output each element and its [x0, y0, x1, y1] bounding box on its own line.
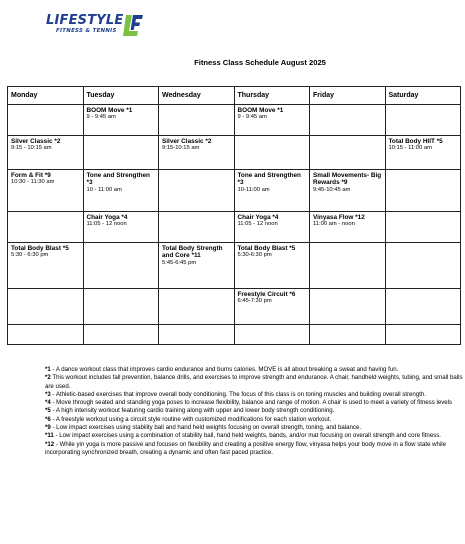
- class-name: BOOM Move *1: [237, 107, 284, 114]
- schedule-cell: [385, 105, 461, 136]
- note-text: - A dance workout class that improves cardio endurance and burns calories. MOVE is all about breaking a sweat and having fun.: [50, 366, 399, 373]
- note-ref: *12: [45, 440, 55, 448]
- schedule-cell: [234, 289, 310, 325]
- schedule-cell: [234, 212, 310, 243]
- schedule-cell: [310, 105, 386, 136]
- schedule-cell: [8, 243, 84, 289]
- logo-lf-icon: [123, 14, 143, 38]
- schedule-table: [7, 86, 461, 345]
- class-name: Chair Yoga *4: [86, 214, 128, 221]
- schedule-cell: [83, 136, 159, 170]
- schedule-cell: [159, 325, 235, 345]
- note-text: This workout includes fall prevention, balance drills, and exercises to improve strength and endurance. A chair, handheld weights, tubing, and small balls are used.: [45, 374, 463, 390]
- note-item: [45, 416, 463, 424]
- day-header-saturday: Saturday: [385, 87, 461, 105]
- schedule-cell: [83, 325, 159, 345]
- class-time: 5:30 - 6:30 pm: [11, 252, 49, 259]
- logo-wordmark: LIFESTYLE: [46, 13, 124, 28]
- schedule-cell: [83, 243, 159, 289]
- schedule-cell: [159, 289, 235, 325]
- note-item: [45, 424, 463, 432]
- note-item: [45, 399, 463, 407]
- class-time: 10-11:00 am: [237, 186, 270, 193]
- class-notes: [45, 366, 463, 457]
- schedule-row: [8, 105, 461, 136]
- schedule-cell: [385, 212, 461, 243]
- note-item: [45, 441, 463, 458]
- class-time: 11:00 am - noon: [313, 221, 355, 228]
- schedule-cell: [83, 105, 159, 136]
- schedule-cell: [159, 212, 235, 243]
- schedule-cell: [310, 289, 386, 325]
- class-name: Freestyle Circuit *6: [237, 291, 296, 298]
- class-name: Vinyasa Flow *12: [313, 214, 365, 221]
- class-name: Total Body Blast *5: [237, 245, 296, 252]
- schedule-header-row: [8, 87, 461, 105]
- note-ref: *2: [45, 374, 51, 382]
- schedule-cell: [310, 170, 386, 212]
- class-time: 6:45-7:30 pm: [237, 298, 272, 305]
- note-ref: *11: [45, 432, 54, 440]
- note-text: - A freestyle workout using a circuit style routine with customized modifications for each station workout.: [50, 415, 332, 423]
- schedule-cell: [234, 105, 310, 136]
- schedule-cell: [8, 325, 84, 345]
- class-name: Total Body HIIT *5: [388, 138, 443, 145]
- schedule-cell: [83, 212, 159, 243]
- schedule-cell: [8, 105, 84, 136]
- schedule-row: [8, 289, 461, 325]
- class-time: 10:30 - 11:30 am: [11, 179, 55, 186]
- class-time: 9 - 9:45 am: [237, 114, 267, 121]
- class-time: 11:05 - 12 noon: [237, 221, 278, 228]
- day-header-monday: Monday: [8, 87, 84, 105]
- note-item: [45, 407, 463, 415]
- schedule-cell: [310, 212, 386, 243]
- class-name: Form & Fit *9: [11, 172, 51, 179]
- class-time: 10 - 11:00 am: [86, 186, 122, 193]
- schedule-cell: [159, 136, 235, 170]
- schedule-cell: [310, 325, 386, 345]
- class-name: Total Body Blast *5: [11, 245, 69, 252]
- class-name: Small Movements- Big Rewards *9: [313, 172, 382, 187]
- schedule-body: [8, 105, 461, 345]
- schedule-row: [8, 170, 461, 212]
- note-item: [45, 366, 463, 374]
- class-time: 5:45-6:45 pm: [162, 259, 197, 266]
- note-item: [45, 432, 463, 440]
- page-title: Fitness Class Schedule August 2025: [194, 58, 326, 67]
- class-name: Total Body Strength and Core *11: [162, 245, 223, 260]
- class-name: Silver Classic *2: [162, 138, 212, 145]
- note-ref: *3: [45, 390, 51, 398]
- note-text: - Low impact exercises using a combination of stability ball, hand held weights, bands, and/or mat focusing on overall strength and core fitness.: [53, 432, 441, 440]
- schedule-cell: [234, 136, 310, 170]
- schedule-cell: [8, 170, 84, 212]
- schedule-cell: [159, 170, 235, 212]
- class-time: 10:15 - 11:00 am: [388, 145, 432, 152]
- class-name: Tone and Strengthen *3: [237, 172, 301, 187]
- class-time: 9 - 9:45 am: [86, 114, 116, 121]
- note-item: [45, 391, 463, 399]
- schedule-row: [8, 136, 461, 170]
- note-text: - Athletic-based exercises that improve overall body conditioning. The focus of this class is on toning muscles and building overall strength.: [50, 390, 426, 398]
- schedule-cell: [385, 325, 461, 345]
- note-ref: *5: [45, 407, 51, 415]
- schedule-cell: [8, 136, 84, 170]
- schedule-cell: [234, 325, 310, 345]
- note-ref: *6: [45, 415, 51, 423]
- schedule-cell: [159, 105, 235, 136]
- schedule-row: [8, 325, 461, 345]
- schedule-cell: [385, 289, 461, 325]
- note-text: - While yin yoga is more passive and focuses on flexibility and creating a positive energy flow, vinyasa helps your body move in a flow state while incorporating synchronized breath, creating a dynamic and often fast paced practice.: [45, 440, 447, 456]
- schedule-cell: [234, 170, 310, 212]
- schedule-row: [8, 212, 461, 243]
- schedule-cell: [8, 212, 84, 243]
- day-header-friday: Friday: [310, 87, 386, 105]
- class-time: 9:15 - 10:15 am: [11, 145, 52, 152]
- schedule-cell: [8, 289, 84, 325]
- day-header-wednesday: Wednesday: [159, 87, 235, 105]
- class-name: BOOM Move *1: [86, 107, 133, 114]
- brand-logo: [46, 14, 146, 40]
- note-text: - A high intensity workout featuring cardio training along with upper and lower body strength conditioning.: [50, 407, 335, 415]
- class-name: Tone and Strengthen *3: [86, 172, 150, 187]
- note-ref: *1: [45, 366, 51, 373]
- schedule-cell: [385, 136, 461, 170]
- schedule-cell: [310, 243, 386, 289]
- class-time: 5:30-6:30 pm: [237, 252, 272, 259]
- schedule-cell: [385, 243, 461, 289]
- day-header-thursday: Thursday: [234, 87, 310, 105]
- logo-tagline: FITNESS & TENNIS: [56, 28, 117, 34]
- schedule-cell: [83, 289, 159, 325]
- class-time: 11:05 - 12 noon: [86, 221, 127, 228]
- schedule-cell: [83, 170, 159, 212]
- class-time: 9:15-10:15 am: [162, 145, 200, 152]
- schedule-cell: [310, 136, 386, 170]
- schedule-cell: [385, 170, 461, 212]
- note-text: - Move through seated and standing yoga poses to increase flexibility, balance and range of motion. A chair is used to meet a variety of fitness levels: [50, 399, 453, 407]
- day-header-tuesday: Tuesday: [83, 87, 159, 105]
- class-name: Chair Yoga *4: [237, 214, 279, 221]
- note-item: [45, 374, 463, 391]
- note-text: - Low impact exercises using stability ball and hand held weights focusing on overall strength, toning, and balance.: [50, 424, 362, 432]
- class-time: 9:45-10:45 am: [313, 186, 351, 193]
- schedule-row: [8, 243, 461, 289]
- schedule-cell: [234, 243, 310, 289]
- note-ref: *4: [45, 399, 51, 407]
- class-name: Silver Classic *2: [11, 138, 61, 145]
- note-ref: *9: [45, 424, 51, 432]
- schedule-cell: [159, 243, 235, 289]
